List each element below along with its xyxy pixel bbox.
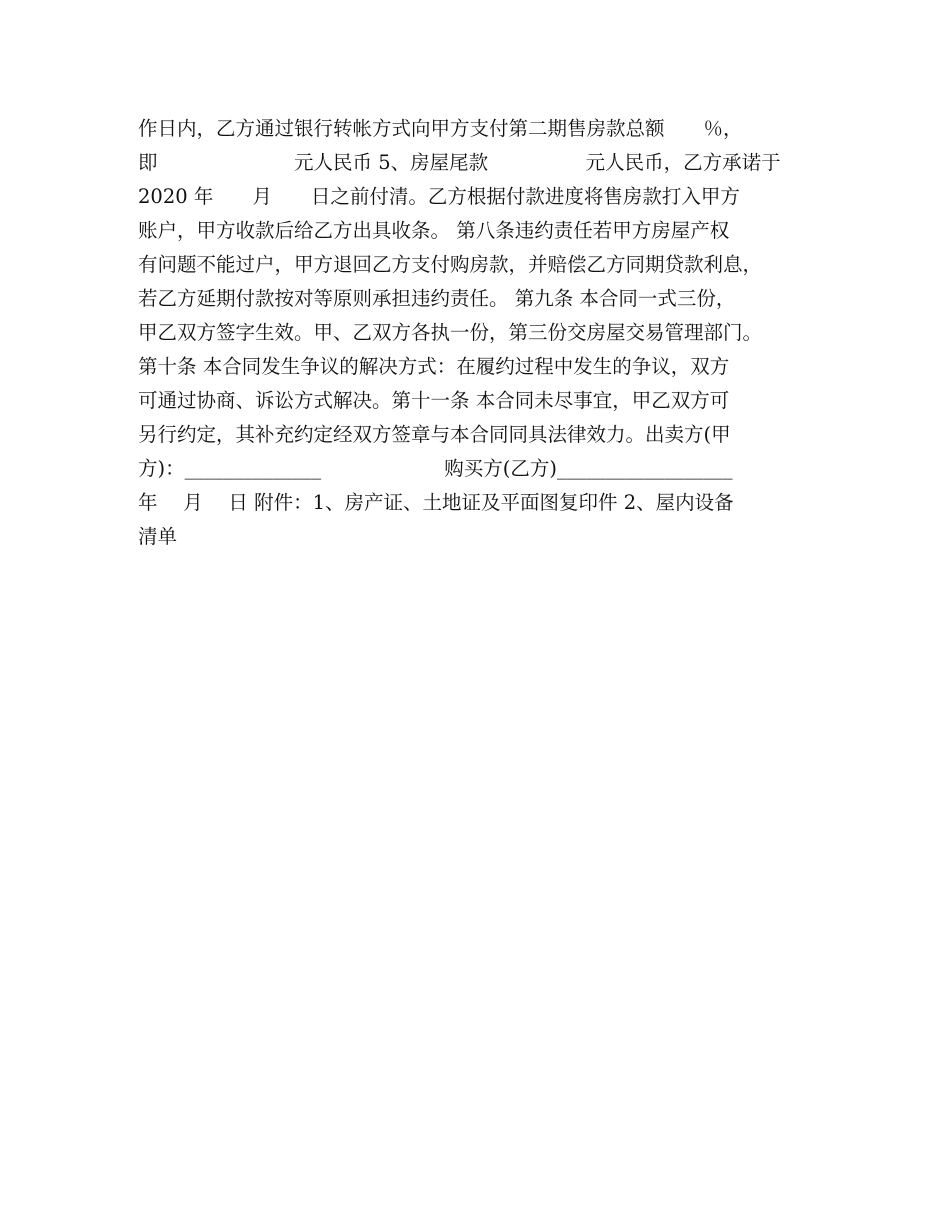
text-line: 账户，甲方收款后给乙方出具收条。 第八条违约责任若甲方房屋产权: [138, 219, 730, 242]
signature-line: 方)：______________ 购买方(乙方)__________________: [138, 457, 733, 480]
text-line: 即 元人民币 5、房屋尾款 元人民币，乙方承诺于: [138, 151, 781, 174]
text-line: 作日内，乙方通过银行转帐方式向甲方支付第二期售房款总额 ％，: [138, 117, 743, 140]
text-line: 若乙方延期付款按对等原则承担违约责任。 第九条 本合同一式三份，: [138, 287, 736, 310]
text-line: 甲乙双方签字生效。甲、乙双方各执一份，第三份交房屋交易管理部门。: [138, 321, 763, 344]
contract-body-text: [138, 112, 818, 554]
text-line: 清单: [138, 525, 178, 548]
text-line: 2020 年 月 日之前付清。乙方根据付款进度将售房款打入甲方: [138, 185, 740, 208]
text-line: 可通过协商、诉讼方式解决。第十一条 本合同未尽事宜，甲乙双方可: [138, 389, 730, 412]
text-line: 第十条 本合同发生争议的解决方式：在履约过程中发生的争议，双方: [138, 355, 730, 378]
text-line: 另行约定，其补充约定经双方签章与本合同同具法律效力。出卖方(甲: [138, 423, 731, 446]
text-line: 有问题不能过户，甲方退回乙方支付购房款，并赔偿乙方同期贷款利息，: [138, 253, 763, 276]
date-attachment-line: 年 月 日 附件：1、房产证、土地证及平面图复印件 2、屋内设备: [138, 491, 734, 514]
